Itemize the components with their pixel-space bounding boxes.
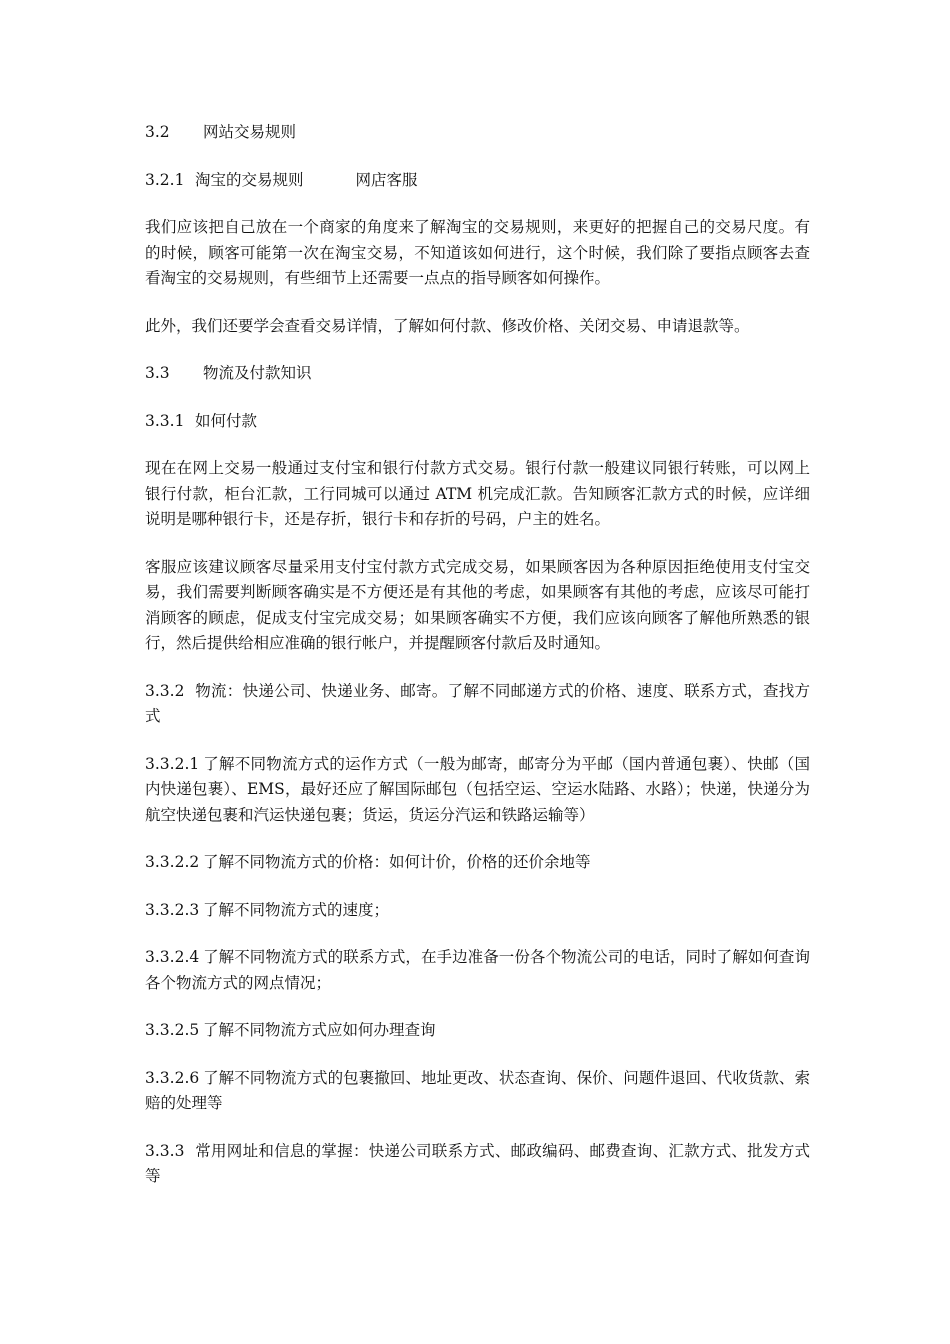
section-number: 3.3.2.4: [145, 948, 200, 966]
section-3-3-2-1: [145, 752, 810, 829]
section-3-2-1-heading: [145, 168, 810, 194]
section-number: 3.2.1: [145, 170, 185, 189]
section-title: 淘宝的交易规则: [195, 170, 304, 189]
paragraph-payment-methods: 现在在网上交易一般通过支付宝和银行付款方式交易。银行付款一般建议同银行转账，可以网上银行付款，柜台汇款，工行同城可以通过 ATM 机完成汇款。告知顾客汇款方式的时候，应详细说明是哪种银行卡，还是存折，银行卡和存折的号码，户主的姓名。: [145, 459, 810, 528]
section-number: 3.3.1: [145, 411, 185, 430]
section-number: 3.3: [145, 364, 170, 382]
section-number: 3.3.2.5: [145, 1021, 200, 1039]
section-3-3-2-4: [145, 945, 810, 996]
section-3-3-2-5: [145, 1018, 810, 1044]
section-3-3-2-3: [145, 898, 810, 924]
section-text: 了解不同物流方式的价格：如何计价，价格的还价余地等: [203, 853, 591, 871]
section-text: 了解不同物流方式的速度；: [203, 900, 390, 919]
section-number: 3.2: [145, 123, 170, 141]
document-page: [145, 120, 810, 1212]
section-number: 3.3.2.6: [145, 1068, 200, 1087]
section-extra-title: 网店客服: [355, 170, 418, 189]
section-title: 如何付款: [195, 411, 258, 430]
section-title: 网站交易规则: [203, 123, 297, 141]
section-3-3-2-6: [145, 1066, 810, 1117]
section-text: 了解不同物流方式的联系方式，在手边准备一份各个物流公司的电话，同时了解如何查询各个物流方式的网点情况；: [145, 948, 810, 992]
section-title: 物流及付款知识: [203, 364, 312, 382]
section-text: 了解不同物流方式的包裹撤回、地址更改、状态查询、保价、问题件退回、代收货款、索赔的处理等: [145, 1068, 810, 1112]
section-number: 3.3.2: [145, 681, 185, 700]
paragraph-alipay-advice: 客服应该建议顾客尽量采用支付宝付款方式完成交易，如果顾客因为各种原因拒绝使用支付宝交易，我们需要判断顾客确实是不方便还是有其他的考虑，如果顾客有其他的考虑，应该尽可能打消顾客的顾虑，促成支付宝完成交易；如果顾客确实不方便，我们应该向顾客了解他所熟悉的银行，然后提供给相应准确的银行帐户，并提醒顾客付款后及时通知。: [145, 557, 810, 652]
section-3-3-3-heading: [145, 1139, 810, 1190]
section-text: 了解不同物流方式的运作方式（一般为邮寄，邮寄分为平邮（国内普通包裹）、快邮（国内快递包裹）、EMS，最好还应了解国际邮包（包括空运、空运水陆路、水路）；快递，快递分为航空快递包裹和汽运快递包裹；货运，货运分汽运和铁路运输等）: [145, 754, 810, 824]
section-title: 物流：快递公司、快递业务、邮寄。了解不同邮递方式的价格、速度、联系方式，查找方式: [145, 681, 810, 725]
section-3-3-2-2: [145, 850, 810, 876]
section-number: 3.3.2.3: [145, 900, 200, 919]
paragraph-trade-rules: 我们应该把自己放在一个商家的角度来了解淘宝的交易规则，来更好的把握自己的交易尺度。有的时候，顾客可能第一次在淘宝交易，不知道该如何进行，这个时候，我们除了要指点顾客去查看淘宝的交易规则，有些细节上还需要一点点的指导顾客如何操作。: [145, 218, 810, 287]
section-number: 3.3.3: [145, 1141, 185, 1160]
paragraph-trade-details: 此外，我们还要学会查看交易详情，了解如何付款、修改价格、关闭交易、申请退款等。: [145, 316, 750, 335]
section-3-3-heading: [145, 361, 810, 387]
section-number: 3.3.2.1: [145, 754, 200, 773]
section-number: 3.3.2.2: [145, 853, 200, 871]
section-3-3-2-heading: [145, 679, 810, 730]
section-title: 常用网址和信息的掌握：快递公司联系方式、邮政编码、邮费查询、汇款方式、批发方式等: [145, 1141, 810, 1185]
section-3-2-heading: [145, 120, 810, 146]
section-3-3-1-heading: [145, 409, 810, 435]
section-text: 了解不同物流方式应如何办理查询: [203, 1021, 436, 1039]
